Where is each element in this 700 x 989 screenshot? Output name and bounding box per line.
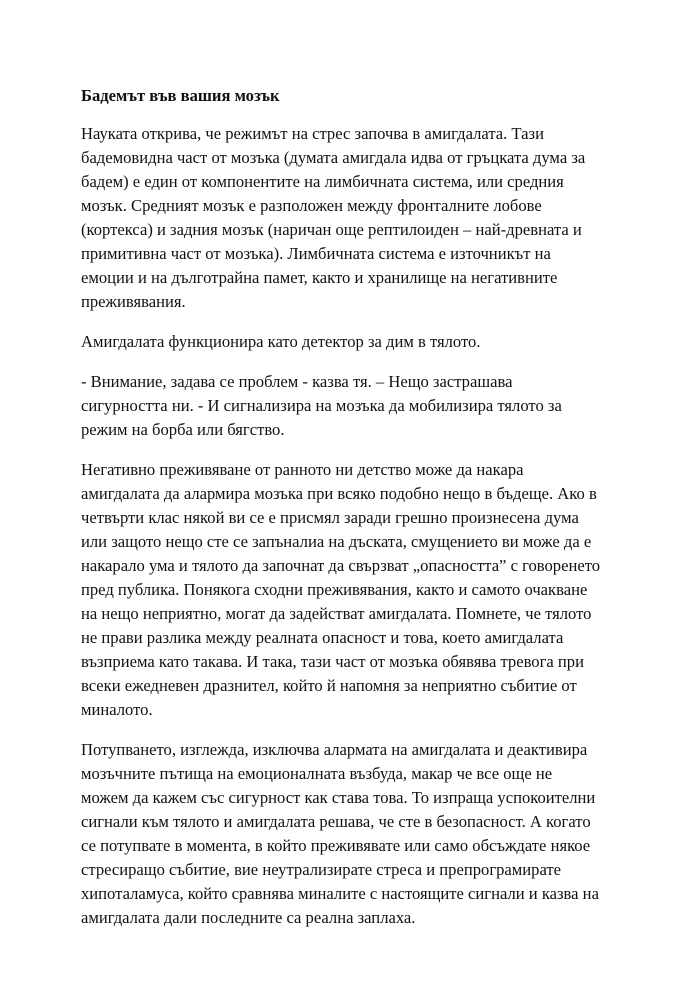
text-line: бадем) е един от компонентите на лимбичната система, или средния [81,172,564,191]
paragraph-3 [81,370,640,442]
text-line: можем да кажем със сигурност как става това. То изпраща успокоителни [81,788,596,807]
text-line: възприема като такава. И така, тази част от мозъка обявява тревога при [81,652,584,671]
text-line: примитивна част от мозъка). Лимбичната система е източникът на [81,244,551,263]
text-line: - Внимание, задава се проблем - казва тя. – Нещо застрашава [81,372,513,391]
text-line: сигнали към тялото и амигдалата решава, че сте в безопасност. А когато [81,812,591,831]
text-line: сигурността ни. - И сигнализира на мозъка да мобилизира тялото за [81,396,562,415]
text-line: миналото. [81,700,153,719]
paragraph-1 [81,122,640,314]
text-line: Потупването, изглежда, изключва алармата на амигдалата и деактивира [81,740,588,759]
text-line: мозък. Средният мозък е разположен между фронталните лобове [81,196,542,215]
text-line: хипоталамуса, който сравнява миналите с настоящите сигнали и казва на [81,884,599,903]
text-line: (кортекса) и задния мозък (наричан още рептилоиден – най-древната и [81,220,582,239]
text-line: Науката открива, че режимът на стрес започва в амигдалата. Тази [81,124,544,143]
text-line: Амигдалата функционира като детектор за дим в тялото. [81,332,481,351]
text-line: Негативно преживяване от ранното ни детство може да накара [81,460,524,479]
text-line: пред публика. Понякога сходни преживявания, както и самото очакване [81,580,588,599]
text-line: стресиращо събитие, вие неутрализирате стреса и препрограмирате [81,860,562,879]
text-line: накарало ума и тялото да започнат да свързват „опасността” с говоренето [81,556,601,575]
text-line: на нещо неприятно, могат да задействат амигдалата. Помнете, че тялото [81,604,592,623]
text-line: се потупвате в момента, в който преживявате или само обсъждате някое [81,836,591,855]
document-title: Бадемът във вашия мозък [81,86,280,105]
paragraph-2 [81,330,640,354]
paragraph-4 [81,458,640,722]
text-line: амигдалата да алармира мозъка при всяко подобно нещо в бъдеще. Ако в [81,484,597,503]
text-line: не прави разлика между реалната опасност и това, което амигдалата [81,628,564,647]
text-line: емоции и на дълготрайна памет, както и хранилище на негативните [81,268,558,287]
paragraph-5 [81,738,640,930]
text-line: преживявания. [81,292,186,311]
text-line: режим на борба или бягство. [81,420,285,439]
text-line: амигдалата дали последните са реална заплаха. [81,908,416,927]
text-line: мозъчните пътища на емоционалната възбуда, макар че все още не [81,764,553,783]
text-line: всеки ежедневен дразнител, който й напомня за неприятно събитие от [81,676,577,695]
text-line: бадемовидна част от мозъка (думата амигдала идва от гръцката дума за [81,148,586,167]
text-line: или защото нещо сте се запъналиа на дъската, смущението ви може да е [81,532,592,551]
text-line: четвърти клас някой ви се е присмял заради грешно произнесена дума [81,508,579,527]
